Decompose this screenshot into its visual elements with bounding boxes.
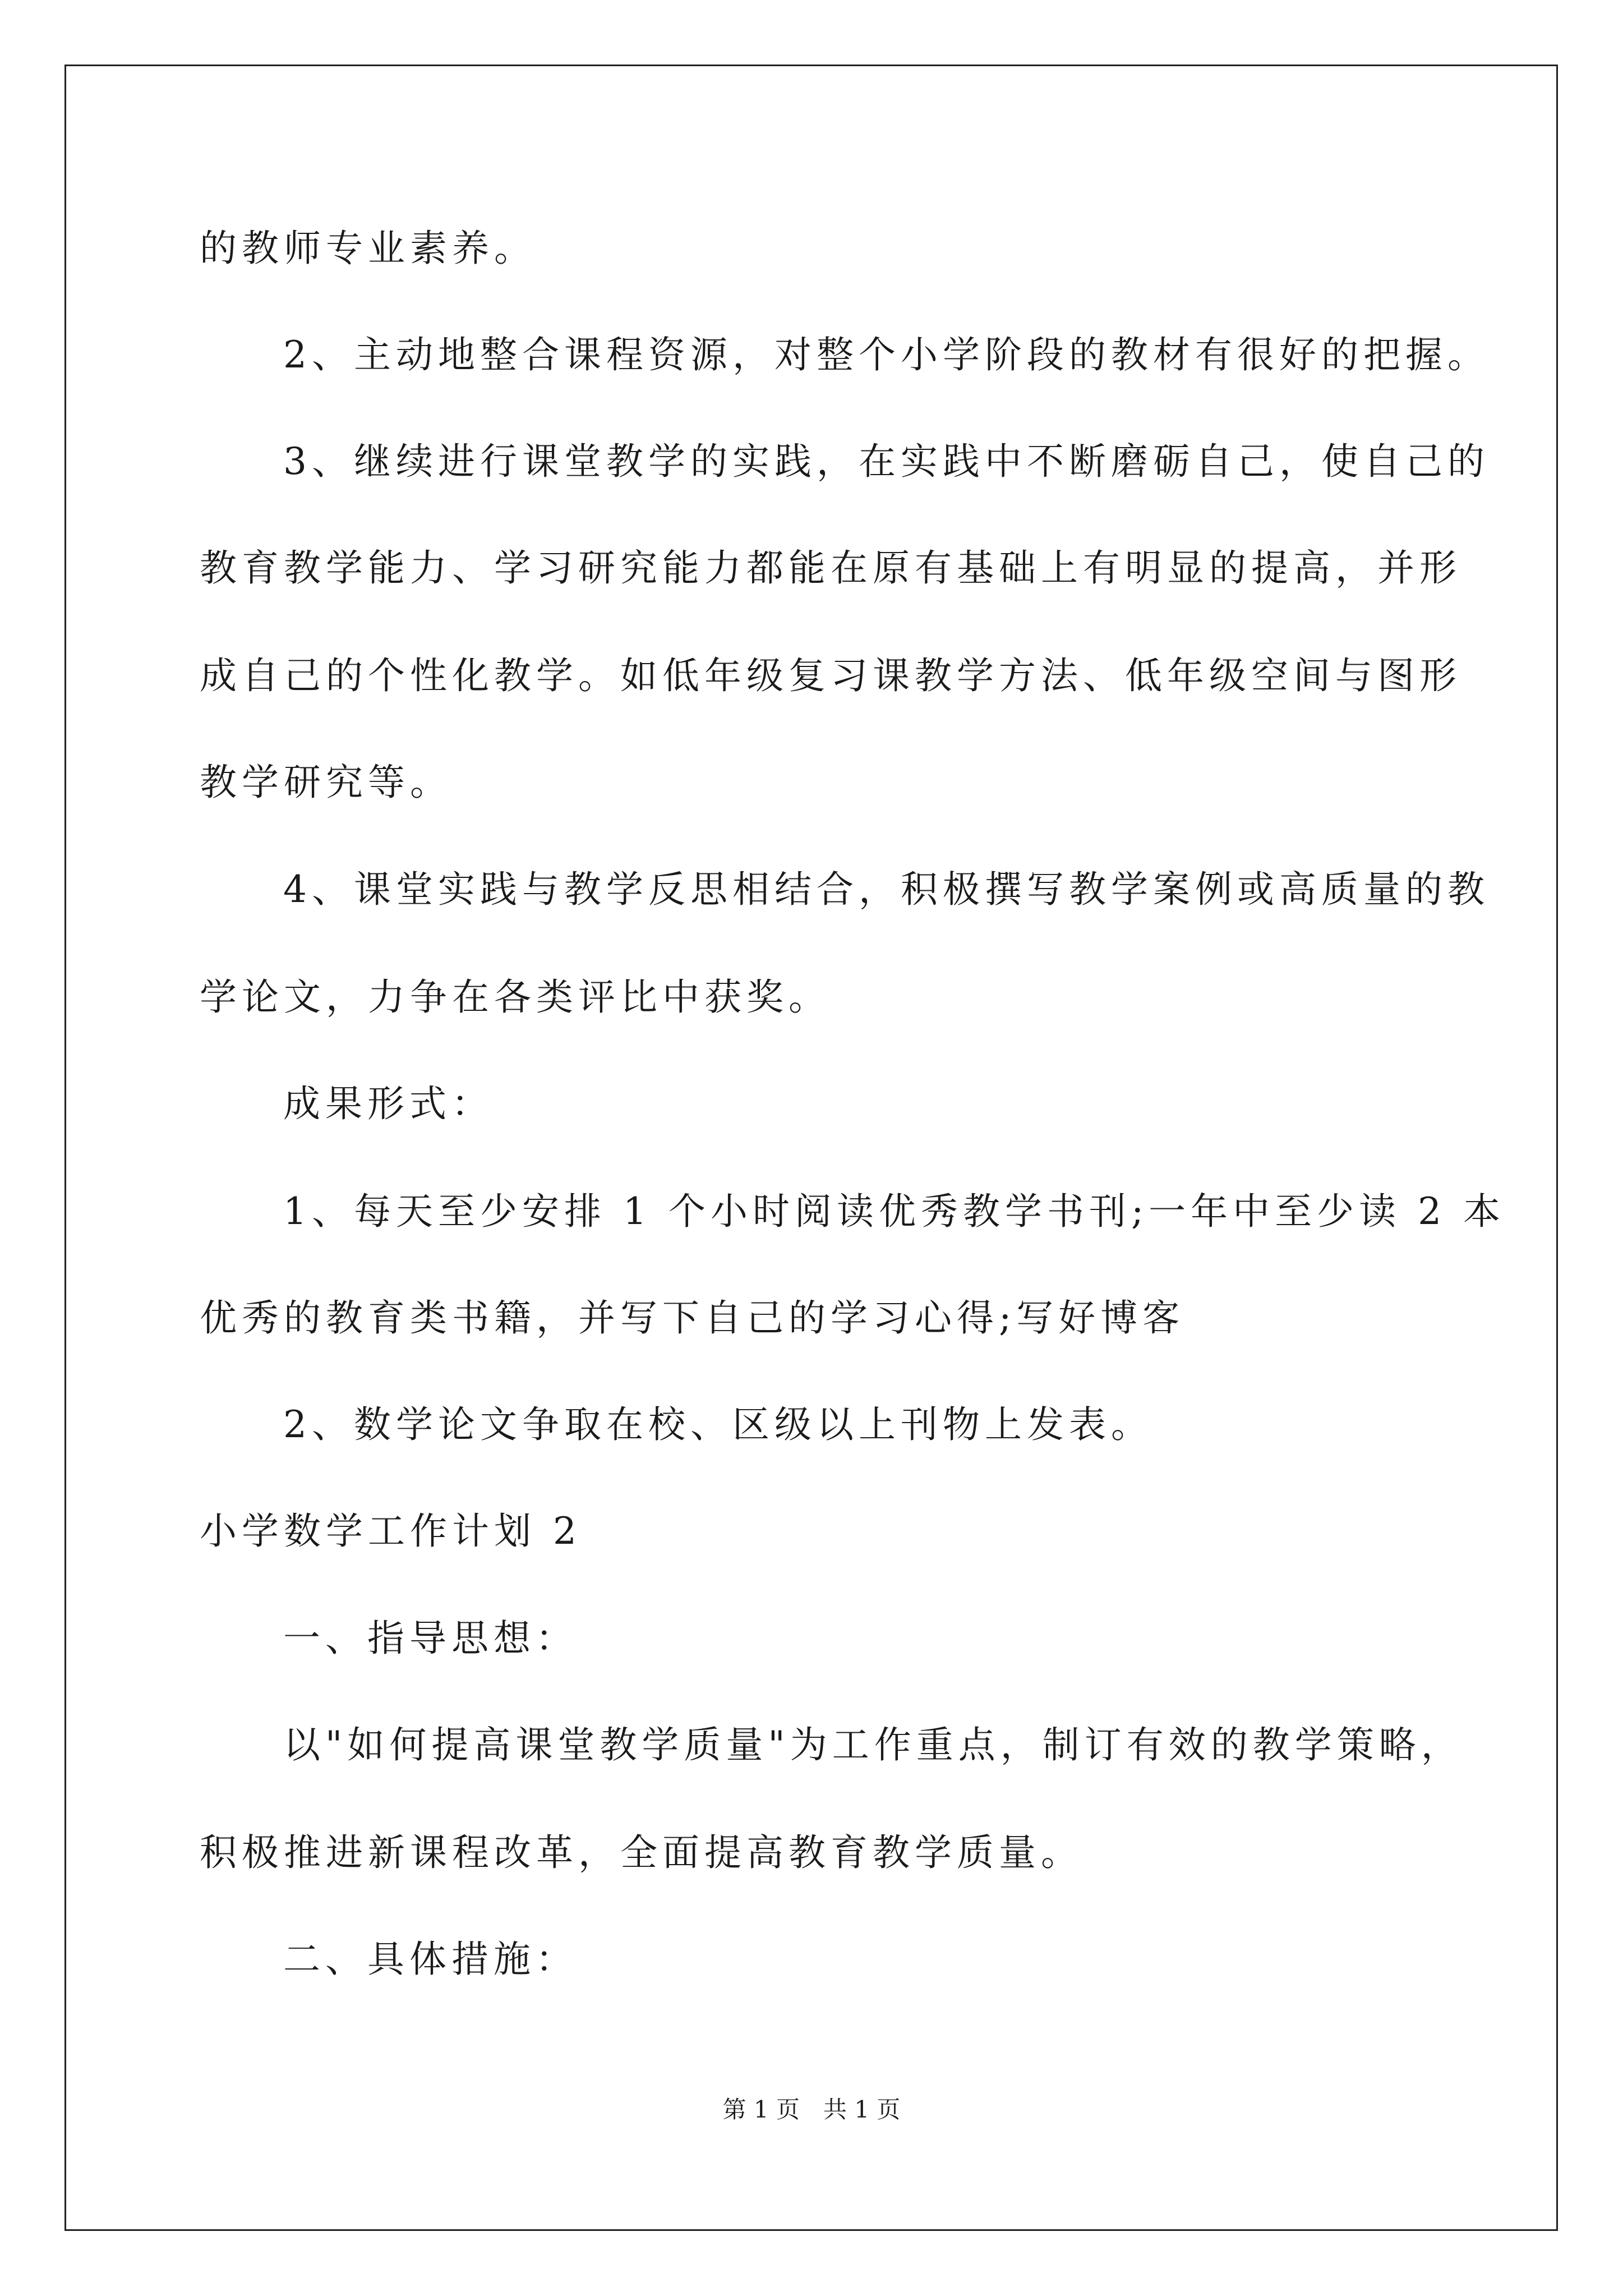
text-line-5: 成自己的个性化教学。如低年级复习课教学方法、低年级空间与图形 <box>200 654 1461 697</box>
text-line-4: 教育教学能力、学习研究能力都能在原有基础上有明显的提高，并形 <box>200 546 1461 590</box>
text-line-12: 2、数学论文争取在校、区级以上刊物上发表。 <box>283 1403 1153 1446</box>
text-line-10: 1、每天至少安排 1 个小时阅读优秀教学书刊;一年中至少读 2 本 <box>283 1190 1506 1233</box>
text-line-7: 4、课堂实践与教学反思相结合，积极撰写教学案例或高质量的教 <box>283 868 1490 911</box>
section-title: 小学数学工作计划 2 <box>200 1510 582 1553</box>
text-line-15: 以"如何提高课堂教学质量"为工作重点，制订有效的教学策略， <box>283 1723 1463 1766</box>
text-line-9: 成果形式： <box>283 1082 494 1125</box>
page-border <box>64 65 1558 2231</box>
text-line-3: 3、继续进行课堂教学的实践，在实践中不断磨砺自己，使自己的 <box>283 440 1490 483</box>
text-line-17: 二、具体措施： <box>283 1938 578 1981</box>
text-line-16: 积极推进新课程改革，全面提高教育教学质量。 <box>200 1831 1083 1874</box>
page-footer: 第 1 页 共 1 页 <box>722 2096 901 2123</box>
text-line-2: 2、主动地整合课程资源，对整个小学阶段的教材有很好的把握。 <box>283 333 1490 376</box>
text-line-14: 一、指导思想： <box>283 1617 578 1660</box>
text-line-8: 学论文，力争在各类评比中获奖。 <box>200 976 831 1019</box>
text-line-6: 教学研究等。 <box>200 761 452 804</box>
text-line-1: 的教师专业素养。 <box>200 227 536 270</box>
text-line-11: 优秀的教育类书籍，并写下自己的学习心得;写好博客 <box>200 1296 1185 1340</box>
